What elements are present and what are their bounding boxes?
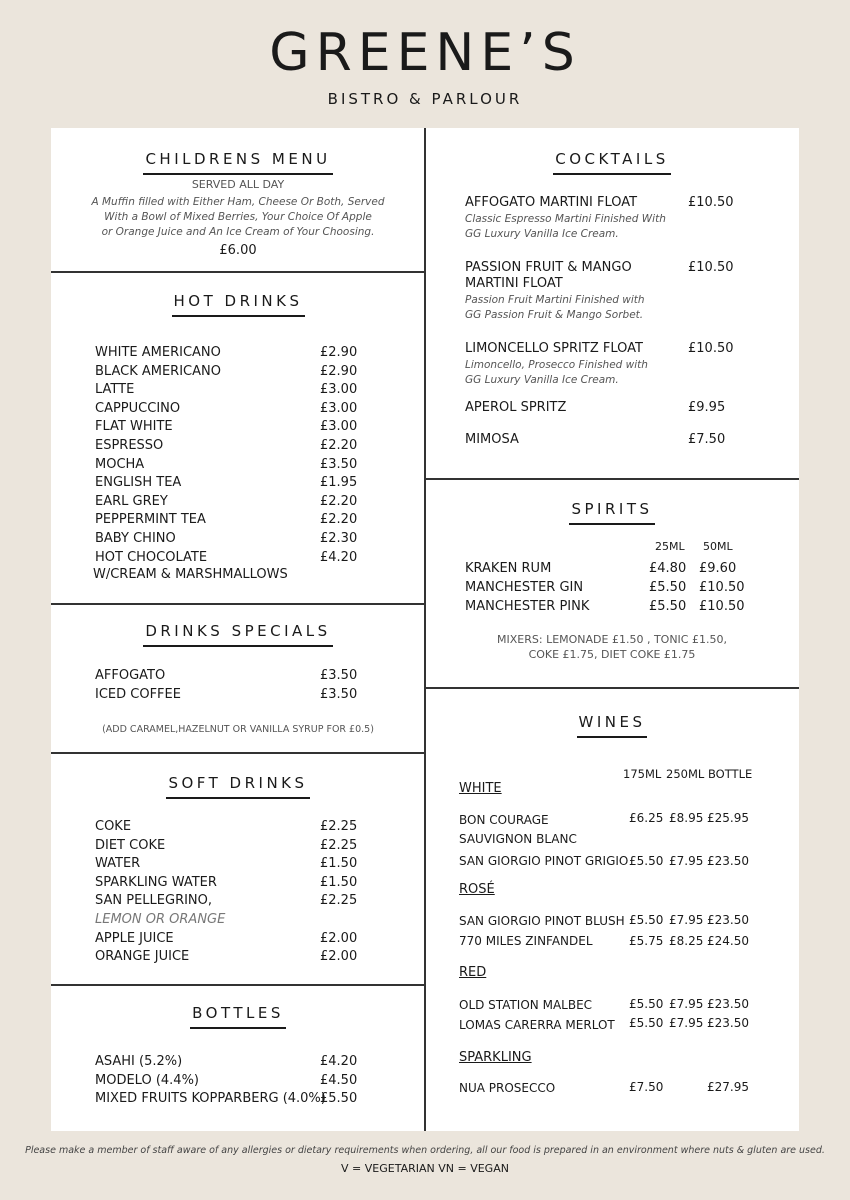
section-divider (51, 984, 425, 986)
cocktail-name: PASSION FRUIT & MANGO (465, 260, 632, 275)
cocktail-price: £10.50 (688, 341, 734, 356)
hot-drink-name: ENGLISH TEA (95, 475, 182, 491)
wine-price-175: £5.50 (629, 854, 664, 868)
bottle-price: £5.50 (320, 1091, 358, 1107)
childrens-description: or Orange Juice and An Ice Cream of Your Choosing. (101, 226, 375, 238)
childrens-description: With a Bowl of Mixed Berries, Your Choice Of Apple (104, 211, 372, 223)
cocktail-name-line2: MARTINI FLOAT (465, 276, 563, 291)
section-divider (425, 687, 799, 689)
hot-drink-price: £2.90 (320, 363, 358, 379)
wine-category-red: RED (459, 965, 487, 980)
cocktail-price: £7.50 (688, 432, 726, 447)
cocktail-name: LIMONCELLO SPRITZ FLOAT (465, 341, 643, 356)
cocktail-description: GG Luxury Vanilla Ice Cream. (465, 228, 619, 240)
childrens-description: A Muffin filled with Either Ham, Cheese Or Both, Served (91, 196, 385, 208)
bottle-name: MIXED FRUITS KOPPARBERG (4.0%) (95, 1091, 326, 1107)
hot-drink-price: £2.90 (320, 345, 358, 360)
spirit-price-50ml: £10.50 (699, 580, 745, 595)
mixers-note: COKE £1.75, DIET COKE £1.75 (528, 648, 696, 661)
hot-drink-price: £3.00 (320, 382, 358, 398)
wine-price-bottle: £23.50 (707, 997, 749, 1011)
special-price: £3.50 (320, 686, 358, 702)
wine-price-175: £7.50 (629, 1080, 664, 1094)
cocktail-name: APEROL SPRITZ (465, 400, 567, 415)
spirits-column-25ml: 25ML (655, 540, 685, 553)
soft-drink-price: £2.00 (320, 949, 358, 965)
cocktail-name: AFFOGATO MARTINI FLOAT (465, 195, 638, 210)
hot-drink-name: LATTE (95, 382, 135, 398)
drinks-specials-title: DRINKS SPECIALS (51, 622, 425, 640)
wine-price-bottle: £23.50 (707, 854, 749, 868)
wine-price-250: £7.95 (669, 997, 704, 1011)
hot-drink-price: £2.30 (320, 531, 358, 546)
mixers-note: MIXERS: LEMONADE £1.50 , TONIC £1.50, (497, 633, 727, 646)
spirits-column-50ml: 50ML (703, 540, 733, 553)
cocktail-description: Limoncello, Prosecco Finished with (465, 359, 648, 371)
hot-drink-name: EARL GREY (95, 493, 168, 509)
section-divider (51, 752, 425, 754)
soft-drinks-title: SOFT DRINKS (51, 774, 425, 792)
bottle-name: MODELO (4.4%) (95, 1072, 199, 1088)
wine-name: SAN GIORGIO PINOT GRIGIO (459, 854, 629, 868)
wine-category-white: WHITE (459, 781, 502, 796)
wine-price-bottle: £25.95 (707, 811, 749, 825)
wine-column-175ml: 175ML (623, 767, 662, 781)
hot-drink-name: PEPPERMINT TEA (95, 512, 206, 528)
hot-drinks-title: HOT DRINKS (51, 292, 425, 310)
spirit-price-25ml: £4.80 (649, 561, 687, 576)
bottle-price: £4.20 (320, 1054, 358, 1069)
wine-name: NUA PROSECCO (459, 1081, 556, 1095)
hot-drink-price: £1.95 (320, 475, 358, 491)
cocktail-description: Classic Espresso Martini Finished With (465, 213, 666, 225)
cocktails-title: COCKTAILS (425, 150, 799, 168)
hot-drink-name: ESPRESSO (95, 438, 164, 453)
soft-drink-name: COKE (95, 819, 132, 834)
wine-category-rose: ROSÉ (459, 882, 495, 897)
brand-name: GREENE’S (269, 23, 581, 83)
wine-name-line2: SAUVIGNON BLANC (459, 832, 577, 846)
hot-drink-name: BABY CHINO (95, 531, 176, 546)
spirits-title: SPIRITS (425, 500, 799, 518)
wine-name: SAN GIORGIO PINOT BLUSH (459, 914, 625, 928)
cocktail-price: £10.50 (688, 195, 734, 210)
soft-drink-name: ORANGE JUICE (95, 949, 190, 965)
brand-tagline: BISTRO & PARLOUR (327, 90, 523, 108)
cocktail-description: Passion Fruit Martini Finished with (465, 294, 645, 306)
section-divider (425, 478, 799, 480)
wine-category-sparkling: SPARKLING (459, 1050, 532, 1065)
wine-price-250: £7.95 (669, 1016, 704, 1030)
wine-name: 770 MILES ZINFANDEL (459, 934, 593, 948)
spirit-price-25ml: £5.50 (649, 599, 687, 614)
hot-drink-name: BLACK AMERICANO (95, 363, 221, 379)
cocktail-price: £10.50 (688, 260, 734, 275)
allergy-notice: Please make a member of staff aware of any allergies or dietary requirements when ordering, all our food is prepared in an environment where nuts & gluten are used. (25, 1145, 825, 1156)
wine-price-bottle: £24.50 (707, 934, 749, 948)
wine-price-250: £8.25 (669, 934, 704, 948)
hot-drink-name: WHITE AMERICANO (95, 345, 221, 360)
cocktail-name: MIMOSA (465, 432, 519, 447)
wine-price-250: £7.95 (669, 854, 704, 868)
hot-drink-name: MOCHA (95, 456, 145, 472)
pellegrino-flavours: LEMON OR ORANGE (95, 912, 226, 927)
spirit-price-50ml: £10.50 (699, 599, 745, 614)
spirit-name: KRAKEN RUM (465, 561, 552, 576)
hot-drink-name: HOT CHOCOLATE (95, 549, 208, 565)
hot-drink-price: £3.00 (320, 400, 358, 416)
soft-drink-price: £2.00 (320, 930, 358, 946)
childrens-menu-title: CHILDRENS MENU (51, 150, 425, 168)
bottle-name: ASAHI (5.2%) (95, 1054, 183, 1069)
soft-drink-name: APPLE JUICE (95, 930, 174, 946)
hot-drink-price: £4.20 (320, 549, 358, 565)
hot-drink-price: £2.20 (320, 512, 358, 528)
soft-drink-price: £1.50 (320, 874, 358, 890)
spirit-price-50ml: £9.60 (699, 561, 737, 576)
spirit-price-25ml: £5.50 (649, 580, 687, 595)
hot-drink-price: £2.20 (320, 493, 358, 509)
special-price: £3.50 (320, 668, 358, 683)
bottles-title: BOTTLES (51, 1004, 425, 1022)
bottle-price: £4.50 (320, 1072, 358, 1088)
wine-price-bottle: £23.50 (707, 1016, 749, 1030)
soft-drink-name: SPARKLING WATER (95, 874, 217, 890)
wine-price-175: £5.75 (629, 934, 664, 948)
soft-drink-name: DIET COKE (95, 837, 166, 853)
soft-drink-price: £2.25 (320, 893, 358, 909)
wine-name: OLD STATION MALBEC (459, 998, 593, 1012)
wine-price-bottle: £23.50 (707, 913, 749, 927)
hot-drink-price: £2.20 (320, 438, 358, 453)
childrens-served-text: SERVED ALL DAY (191, 178, 285, 191)
cocktail-description: GG Passion Fruit & Mango Sorbet. (465, 309, 644, 321)
soft-drink-price: £1.50 (320, 856, 358, 872)
spirit-name: MANCHESTER PINK (465, 599, 590, 614)
childrens-price: £6.00 (219, 243, 257, 258)
soft-drink-name: WATER (95, 856, 141, 872)
hot-chocolate-extra: W/CREAM & MARSHMALLOWS (93, 567, 288, 582)
wine-name: LOMAS CARERRA MERLOT (459, 1018, 615, 1032)
soft-drink-price: £2.25 (320, 819, 358, 834)
cocktail-price: £9.95 (688, 400, 726, 415)
dietary-key: V = VEGETARIAN VN = VEGAN (341, 1162, 509, 1175)
wine-price-175: £5.50 (629, 913, 664, 927)
wine-column-bottle: BOTTLE (708, 767, 753, 781)
spirit-name: MANCHESTER GIN (465, 580, 584, 595)
wines-title: WINES (425, 713, 799, 731)
wine-price-175: £6.25 (629, 811, 664, 825)
hot-drink-name: CAPPUCCINO (95, 400, 181, 416)
hot-drink-price: £3.50 (320, 456, 358, 472)
syrup-note: (ADD CARAMEL,HAZELNUT OR VANILLA SYRUP FOR £0.5) (102, 724, 374, 735)
section-divider (51, 271, 425, 273)
wine-price-175: £5.50 (629, 997, 664, 1011)
hot-drink-price: £3.00 (320, 419, 358, 435)
soft-drink-price: £2.25 (320, 837, 358, 853)
wine-price-175: £5.50 (629, 1016, 664, 1030)
special-name: AFFOGATO (95, 668, 166, 683)
soft-drink-name: SAN PELLEGRINO, (95, 893, 213, 909)
wine-name: BON COURAGE (459, 813, 549, 827)
special-name: ICED COFFEE (95, 686, 181, 702)
wine-price-250: £8.95 (669, 811, 704, 825)
wine-price-250: £7.95 (669, 913, 704, 927)
wine-column-250ml: 250ML (666, 767, 705, 781)
cocktail-description: GG Luxury Vanilla Ice Cream. (465, 374, 619, 386)
section-divider (51, 603, 425, 605)
wine-price-bottle: £27.95 (707, 1080, 749, 1094)
hot-drink-name: FLAT WHITE (95, 419, 173, 435)
